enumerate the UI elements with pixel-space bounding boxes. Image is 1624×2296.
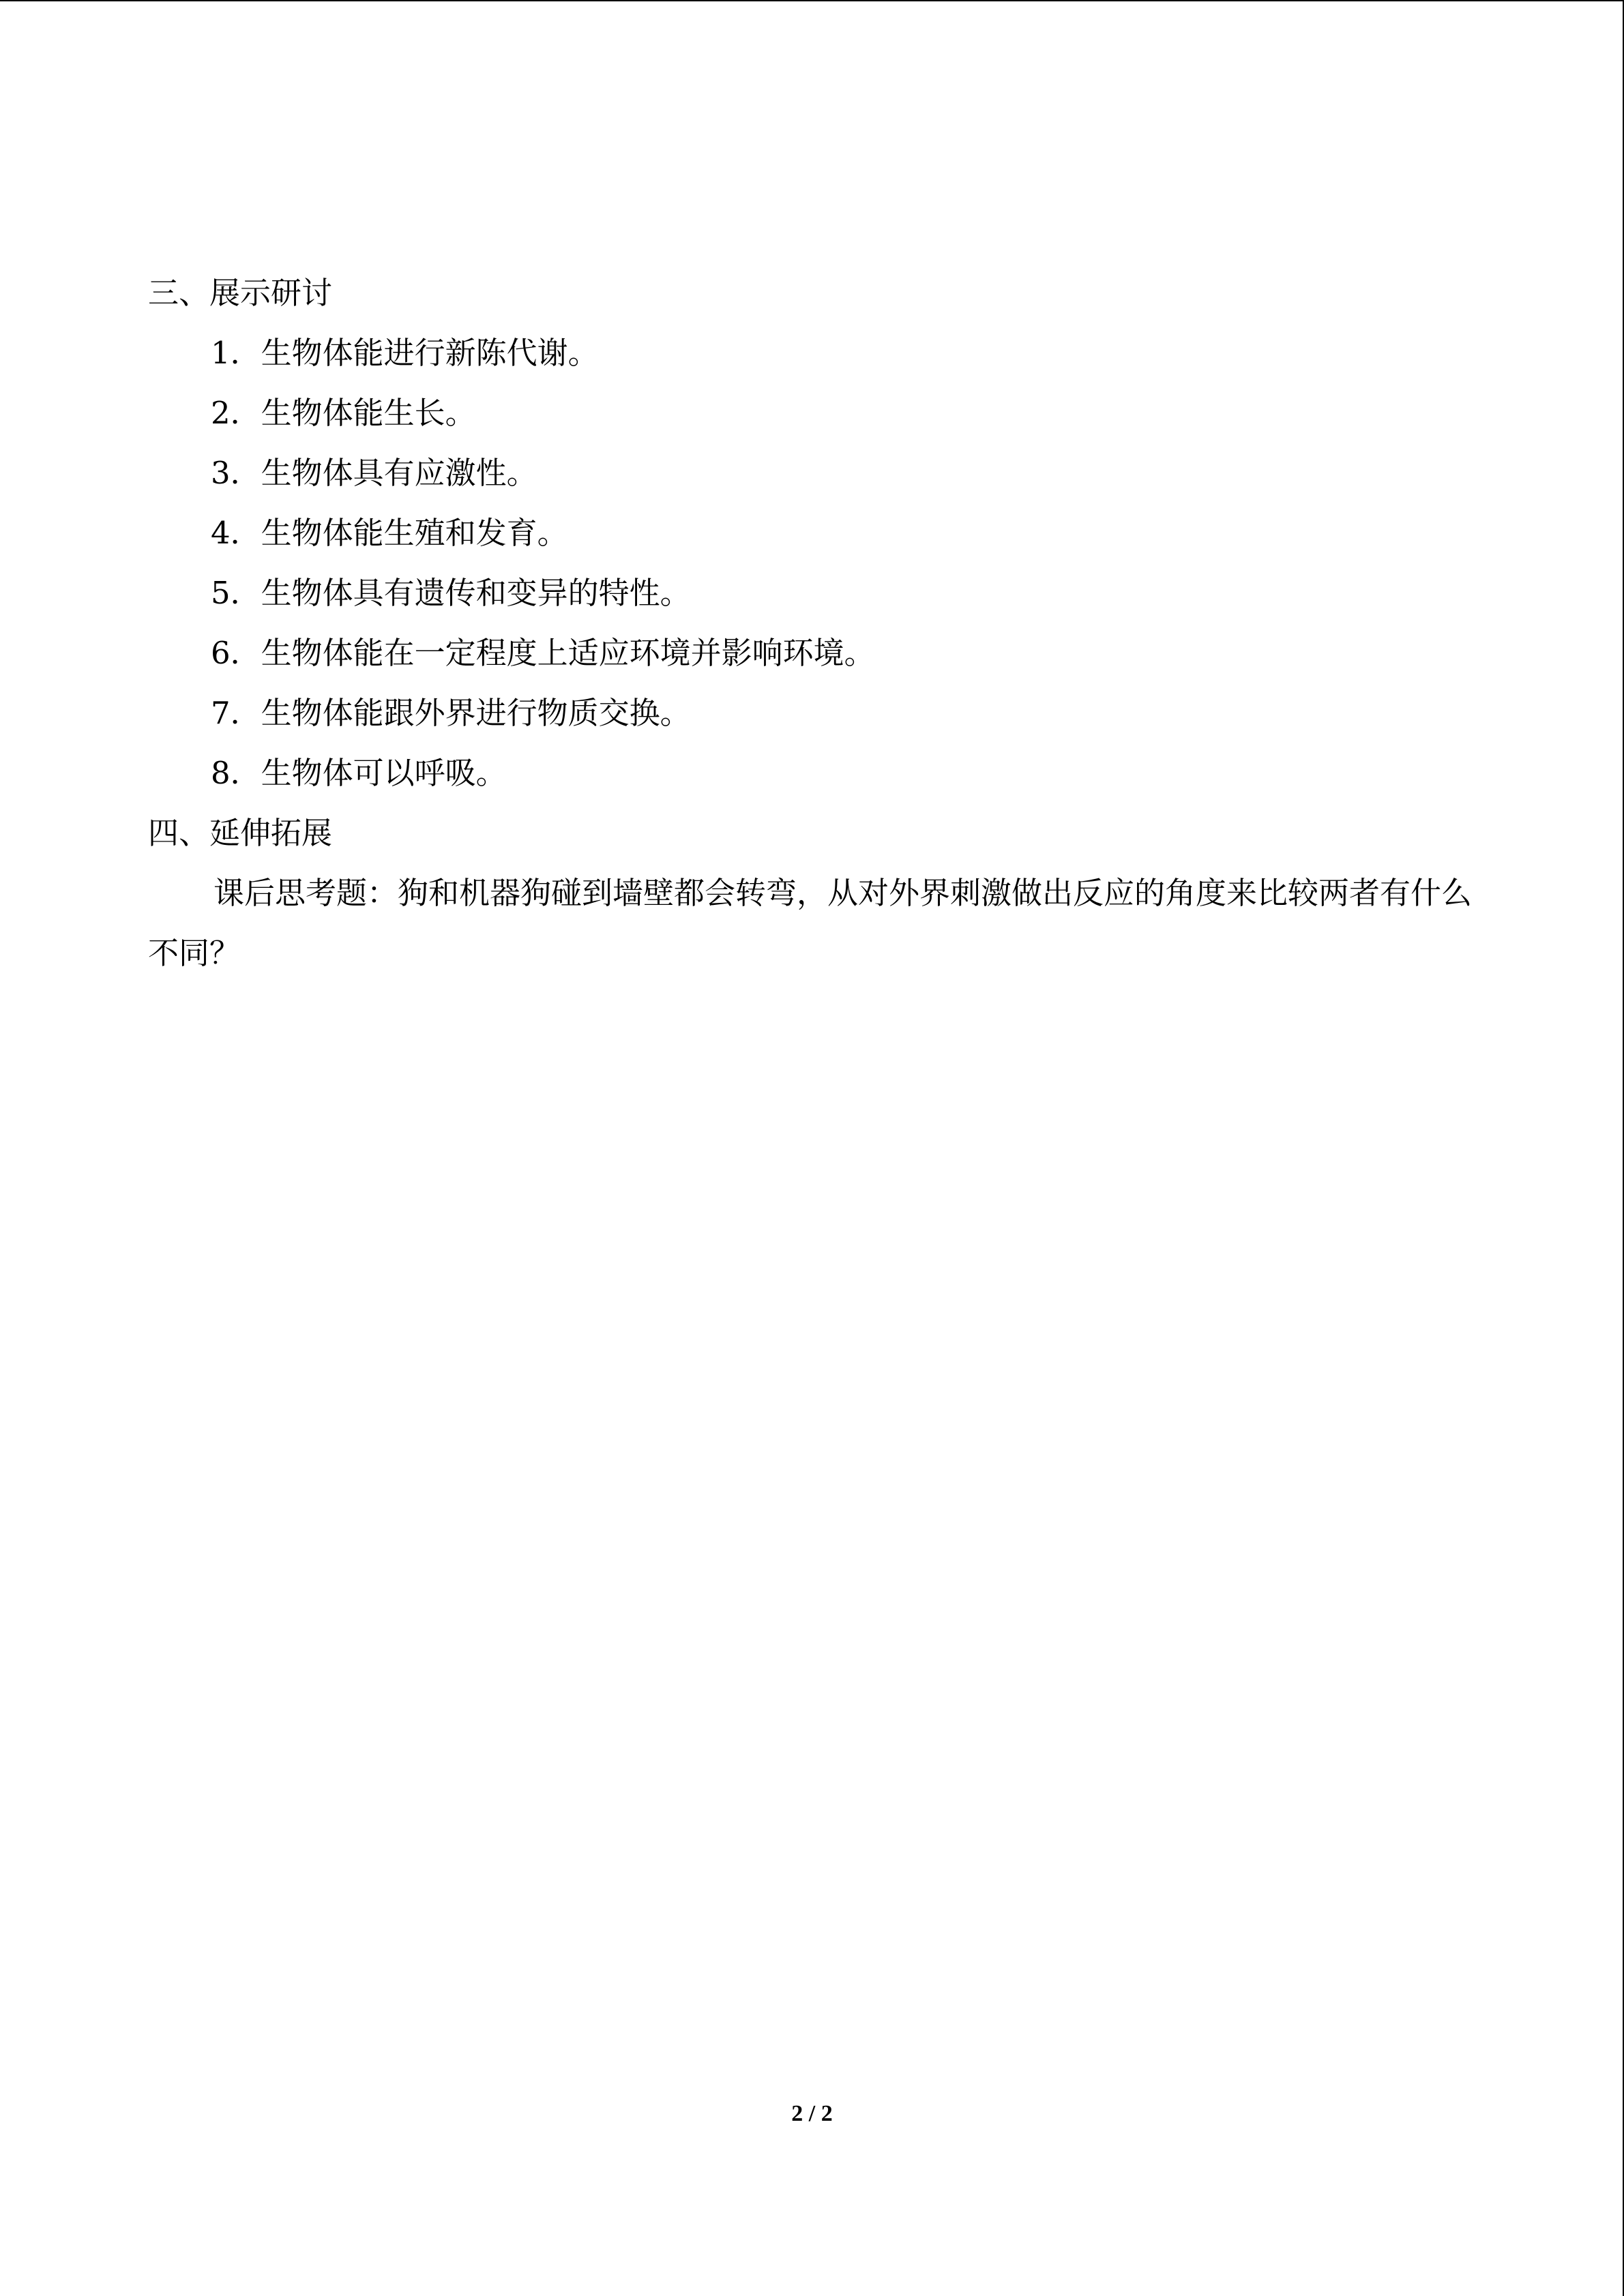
list-item: 1．生物体能进行新陈代谢。 — [211, 335, 599, 371]
top-border-line — [0, 0, 1624, 1]
list-item: 6．生物体能在一定程度上适应环境并影响环境。 — [211, 635, 875, 671]
list-item: 7．生物体能跟外界进行物质交换。 — [211, 695, 691, 731]
list-item: 2．生物体能生长。 — [211, 395, 476, 431]
list-item: 3．生物体具有应激性。 — [211, 455, 537, 491]
list-item: 5．生物体具有遗传和变异的特性。 — [211, 575, 691, 611]
section-heading-showcase: 三、展示研讨 — [148, 275, 333, 311]
list-item: 4．生物体能生殖和发育。 — [211, 515, 568, 551]
page-number: 2 / 2 — [791, 2101, 833, 2126]
homework-question-paragraph: 课后思考题：狗和机器狗碰到墙壁都会转弯，从对外界刺激做出反应的角度来比较两者有什么不同？ — [148, 875, 1473, 971]
section-heading-extension: 四、延伸拓展 — [148, 815, 333, 851]
list-item: 8．生物体可以呼吸。 — [211, 755, 507, 791]
document-body — [148, 263, 1485, 983]
